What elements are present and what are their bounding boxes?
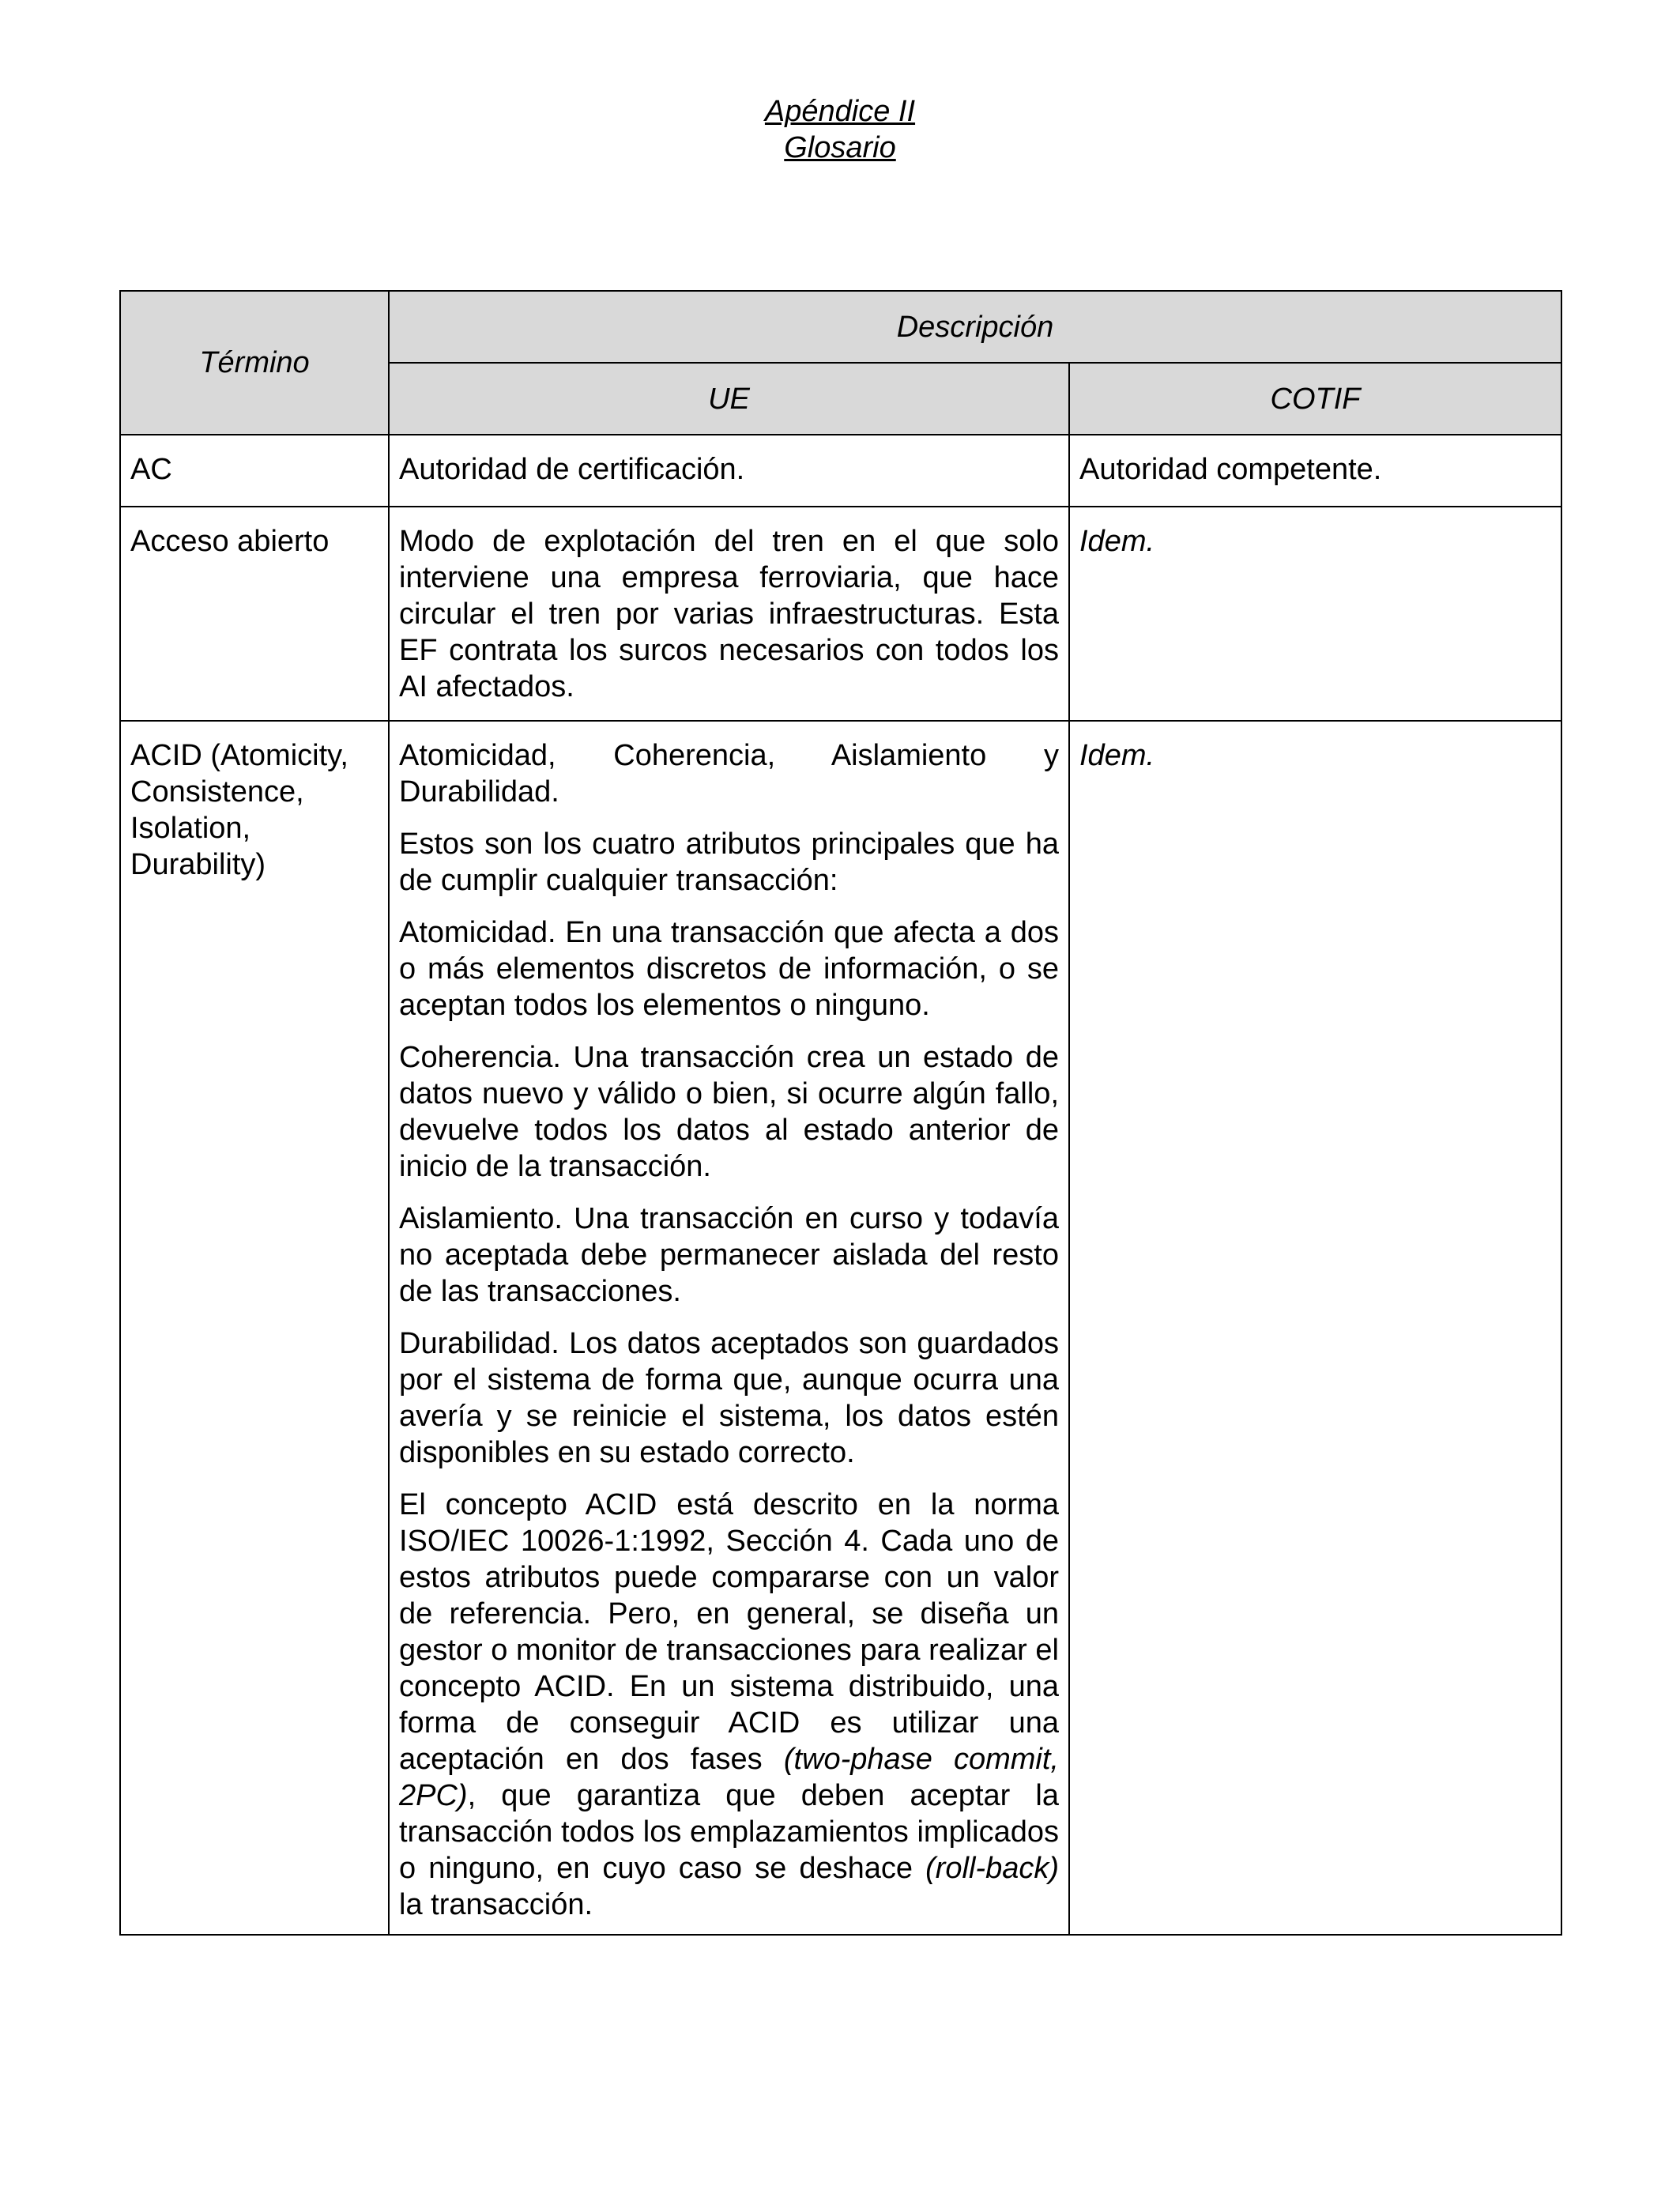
ue-cell [389, 435, 1069, 507]
text-run-italic: (two-phase commit, 2PC) [399, 1743, 1059, 1812]
term-cell: ACID (Atomicity, Consistence, Isolation, Durability) [120, 721, 389, 1935]
glossary-table [119, 290, 1562, 1936]
cotif-cell: Idem. [1069, 721, 1561, 1935]
cotif-cell: Autoridad competente. [1069, 435, 1561, 507]
appendix-subtitle: Glosario [784, 131, 896, 164]
ue-paragraph: Atomicidad. En una transacción que afecta a dos o más elementos discretos de información, o se aceptan todos los elementos o ninguno. [399, 916, 1059, 1022]
header-ue: UE [389, 363, 1069, 435]
ue-paragraph: Atomicidad, Coherencia, Aislamiento y Durabilidad. [399, 739, 1059, 809]
ue-paragraph: Estos son los cuatro atributos principales que ha de cumplir cualquier transacción: [399, 827, 1059, 897]
header-description: Descripción [389, 291, 1561, 363]
term-cell: Acceso abierto [120, 507, 389, 721]
ue-paragraph: Coherencia. Una transacción crea un estado de datos nuevo y válido o bien, si ocurre algún fallo, devuelve todos los datos al estado anterior de inicio de la transacción. [399, 1041, 1059, 1183]
ue-cell [389, 507, 1069, 721]
header-term: Término [120, 291, 389, 435]
ue-paragraph: Aislamiento. Una transacción en curso y todavía no aceptada debe permanecer aislada del resto de las transacciones. [399, 1202, 1059, 1308]
text-run: El concepto ACID está descrito en la norma ISO/IEC 10026-1:1992, Sección 4. Cada uno de estos atributos puede compararse con un valor de referencia. Pero, en general, se diseña un gestor o monitor de transacciones para realizar el concepto ACID. En un sistema distribuido, una forma de conseguir ACID es utilizar una aceptación en dos fases [399, 1488, 1059, 1776]
page-header [0, 93, 1680, 166]
ue-paragraph-acid-concept [399, 1487, 1059, 1923]
cotif-cell: Idem. [1069, 507, 1561, 721]
table-row [120, 721, 1561, 1935]
ue-cell [389, 721, 1069, 1935]
text-run-italic: (roll-back) [925, 1852, 1059, 1885]
header-cotif: COTIF [1069, 363, 1561, 435]
table-row [120, 435, 1561, 507]
ue-paragraph: Autoridad de certificación. [399, 453, 745, 486]
table-row [120, 507, 1561, 721]
term-cell: AC [120, 435, 389, 507]
text-run: , que garantiza que deben aceptar la transacción todos los emplazamientos implicados o ninguno, en cuyo caso se deshace [399, 1779, 1059, 1885]
text-run: la transacción. [399, 1888, 593, 1921]
ue-paragraph: Durabilidad. Los datos aceptados son guardados por el sistema de forma que, aunque ocurra una avería y se reinicie el sistema, los datos estén disponibles en su estado correcto. [399, 1327, 1059, 1469]
ue-paragraph: Modo de explotación del tren en el que solo interviene una empresa ferroviaria, que hace circular el tren por varias infraestructuras. Esta EF contrata los surcos necesarios con todos los AI afectados. [399, 525, 1059, 703]
appendix-title: Apéndice II [764, 95, 916, 128]
